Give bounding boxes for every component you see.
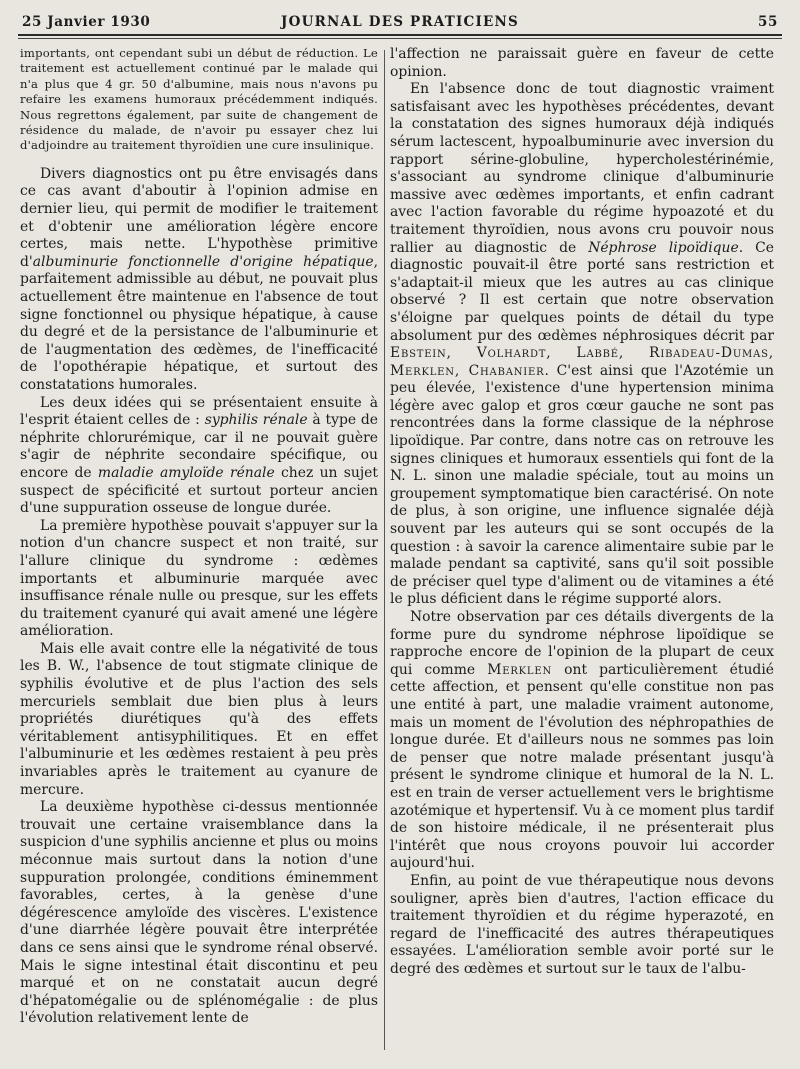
text-run: Notre observation par ces détails divergents de la forme pure du syndrome néphrose lipoïdique se rapproche encore de l'opinion de la plupart de ceux qui comme	[390, 609, 774, 678]
text-run: Divers diagnostics ont pu être envisagés dans ce cas avant d'aboutir à l'opinion admise en dernier lieu, qui permit de modifier le traitement et d'obtenir une amélioration légère encore certes, mais nette. L'hypothèse primitive d'	[20, 165, 378, 270]
paragraph-nephrose-diagnosis	[390, 81, 774, 609]
text-run: , parfaitement admissible au début, ne pouvait plus actuellement être maintenue en l'absence de tout signe fonctionnel ou physique hépatique, à cause du degré et de la persistance de l'albuminurie et de l'augmentation des œdèmes, de l'inefficacité de l'opothérapie hépatique, et surtout des constatations humorales.	[20, 253, 378, 393]
paragraph-therapeutic: Enfin, au point de vue thérapeutique nous devons souligner, après bien d'autres, l'action efficace du traitement thyroïdien et du régime hyperazoté, en regard de l'inefficacité des autres thérapeutiques essayées. L'amélioration semble avoir porté sur le degré des œdèmes et surtout sur le taux de l'albu-	[390, 872, 774, 977]
emphasis-term: albuminurie fonctionnelle d'origine hépatique	[32, 253, 374, 270]
author-name: Merklen	[487, 661, 553, 678]
running-head	[22, 14, 778, 36]
header-rule-thin	[18, 38, 782, 39]
emphasis-term: maladie amyloïde rénale	[97, 464, 275, 481]
page-number: 55	[758, 14, 778, 30]
text-run: . C'est ainsi que l'Azotémie un peu élevée, l'existence d'une hypertension minima légère avec galop et gros cœur gauche ne sont pas rencontrées dans la forme classique de la néphrose lipoïdique. Par contre, dans notre cas on retrouve les signes cliniques et humoraux essentiels qui font de la N. L. sinon une maladie spéciale, tout au moins un groupement symptomatique bien caractérisé. On note de plus, à son origine, une influence signalée déjà souvent par les auteurs qui se sont occupés de la question : à savoir la carence alimentaire subie par le malade pendant sa captivité, sans qu'il soit possible de préciser quel type d'aliment ou de vitamines a été le plus déficient dans le régime supporté alors.	[390, 362, 774, 608]
observation-end-paragraph: importants, ont cependant subi un début de réduction. Le traitement est actuellement continué par le malade qui n'a plus que 4 gr. 50 d'albumine, mais nous n'avons pu refaire les examens humoraux précédemment indiqués. Nous regrettons également, par suite de changement de résidence du malade, de n'avoir pu essayer chez lui d'adjoindre au traitement thyroïdien une cure insulinique.	[20, 46, 378, 153]
paragraph-two-ideas	[20, 395, 378, 518]
text-run: . Ce diagnostic pouvait-il être porté sans restriction et s'adaptait-il mieux que les autres au cas clinique observé ? Il est certain que notre observation s'éloigne par quelques points de détail du type absolument pur des œdèmes néphrosiques décrit par	[390, 239, 774, 344]
column-divider	[384, 50, 385, 1050]
paragraph-first-hypothesis: La première hypothèse pouvait s'appuyer sur la notion d'un chancre suspect et non traité, sur l'allure clinique du syndrome : œdèmes importants et albuminurie marquée avec insuffisance rénale nulle ou presque, sur les effets du traitement cyanuré qui avait amené une légère amélioration.	[20, 517, 378, 640]
journal-title: JOURNAL DES PRATICIENS	[281, 14, 519, 30]
paragraph-second-hypothesis: La deuxième hypothèse ci-dessus mentionnée trouvait une certaine vraisemblance dans la suspicion d'une syphilis ancienne et plus ou moins méconnue mais surtout dans la notion d'une suppuration prolongée, conditions éminemment favorables, certes, à la genèse d'une dégérescence amyloïde des viscères. L'existence d'une diarrhée légère pouvait être interprétée dans ce sens ainsi que le syndrome rénal observé. Mais le signe intestinal était discontinu et peu marqué et on ne constatait aucun degré d'hépatomégalie ou de splénomégalie : de plus l'évolution relativement lente de	[20, 799, 378, 1027]
text-run: ont particulièrement étudié cette affection, et pensent qu'elle constitue non pas une entité à part, une maladie vraiment autonome, mais un moment de l'évolution des néphropathies de longue durée. Et d'ailleurs nous ne sommes pas loin de penser que notre malade présentant jusqu'à présent le syndrome clinique et humoral de la N. L. est en train de verser actuellement vers le brightisme azotémique et hypertensif. Vu à ce moment plus tardif de son histoire médicale, il ne présenterait plus l'intérêt que nous croyons pouvoir lui accorder aujourd'hui.	[390, 661, 774, 872]
right-column	[390, 46, 774, 1056]
header-rule	[18, 34, 782, 36]
text-run: En l'absence donc de tout diagnostic vraiment satisfaisant avec les hypothèses précédentes, devant la constatation des signes humoraux déjà indiqués sérum lactescent, hypoalbuminurie avec inversion du rapport sérine-globuline, hypercholestérinémie, s'associant au syndrome clinique d'albuminurie massive avec œdèmes importants, et enfin cadrant avec l'action favorable du régime hypoazoté et du traitement thyroïdien, nous avons cru pouvoir nous rallier au diagnostic de	[390, 81, 774, 256]
author-names: Ebstein, Volhardt, Labbé, Ribadeau-Dumas, Merklen, Chabanier	[390, 345, 774, 379]
text-run: chez un sujet suspect de spécificité et surtout porteur ancien d'une suppuration osseuse de longue durée.	[20, 464, 378, 517]
issue-date: 25 Janvier 1930	[22, 14, 151, 30]
paragraph-diagnostics	[20, 166, 378, 395]
text-run: Les deux idées qui se présentaient ensuite à l'esprit étaient celles de :	[20, 394, 378, 429]
paragraph-continuation: l'affection ne paraissait guère en faveur de cette opinion.	[390, 46, 774, 80]
left-column	[20, 46, 378, 1056]
text-run: à type de néphrite chlorurémique, car il ne pouvait guère s'agir de néphrite secondaire spécifique, ou encore de	[20, 412, 378, 481]
emphasis-term: syphilis rénale	[204, 412, 308, 429]
emphasis-term: Néphrose lipoïdique	[588, 239, 739, 256]
paragraph-against: Mais elle avait contre elle la négativité de tous les B. W., l'absence de tout stigmate clinique de syphilis évolutive et de plus l'action des sels mercuriels semblait due bien plus à leurs propriétés diurétiques qu'à des effets véritablement antisyphilitiques. Et en effet l'albuminurie et les œdèmes restaient à peu près invariables après le traitement au cyanure de mercure.	[20, 640, 378, 798]
paragraph-divergent-details	[390, 609, 774, 873]
